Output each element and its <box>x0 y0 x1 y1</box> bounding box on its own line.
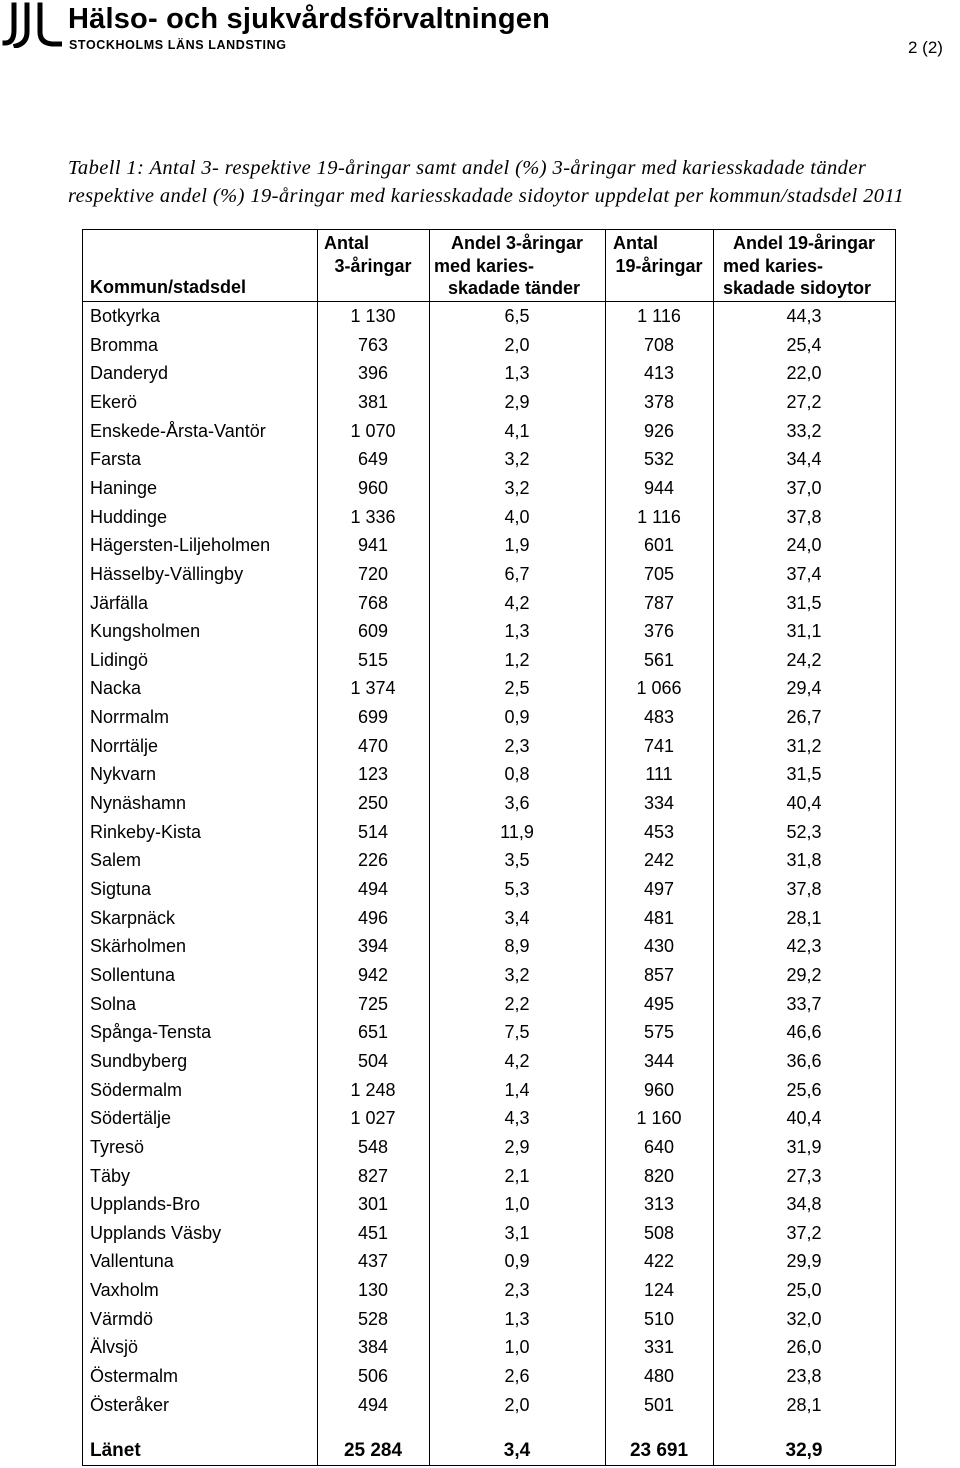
total-andel-3: 3,4 <box>503 1440 531 1461</box>
andel-19-aringar-cell: 25,0 <box>786 1280 822 1301</box>
kommun-name-cell: Skärholmen <box>90 936 187 957</box>
kommun-name-cell: Ekerö <box>90 391 138 412</box>
antal-19-aringar-cell: 1 116 <box>637 306 681 326</box>
kommun-name-cell: Hägersten-Liljeholmen <box>90 535 271 556</box>
header-line: 3-åringar <box>334 255 412 276</box>
table-row <box>83 760 895 789</box>
andel-3-aringar-cell: 8,9 <box>504 936 530 957</box>
table-row <box>83 1104 895 1133</box>
antal-3-aringar-cell: 1 070 <box>350 420 396 441</box>
antal-3-aringar-cell: 504 <box>357 1050 389 1071</box>
andel-19-aringar-cell: 31,8 <box>786 850 822 871</box>
andel-3-aringar-cell: 3,4 <box>504 907 530 928</box>
table-row <box>83 674 895 703</box>
antal-19-aringar-cell: 1 160 <box>636 1108 682 1129</box>
andel-3-aringar-cell: 3,1 <box>504 1222 530 1243</box>
data-table <box>82 229 896 1466</box>
andel-19-aringar-cell: 22,0 <box>786 363 822 384</box>
kommun-name-cell: Lidingö <box>90 649 149 670</box>
kommun-name-cell: Nynäshamn <box>90 793 187 814</box>
kommun-name-cell: Norrmalm <box>90 707 169 728</box>
andel-19-aringar-cell: 37,2 <box>786 1222 822 1243</box>
table-row <box>83 589 895 618</box>
antal-19-aringar-cell: 344 <box>643 1050 675 1071</box>
antal-19-aringar-cell: 111 <box>645 764 673 785</box>
andel-3-aringar-cell: 3,6 <box>504 793 530 814</box>
andel-3-aringar-cell: 6,5 <box>504 306 530 326</box>
header-line: Andel 19-åringar <box>732 233 876 253</box>
header-line: Antal <box>324 233 369 253</box>
kommun-name-cell: Norrtälje <box>90 735 159 756</box>
table-row <box>83 1391 895 1420</box>
antal-3-aringar-cell: 609 <box>357 621 389 642</box>
antal-19-aringar-cell: 857 <box>643 964 675 985</box>
andel-3-aringar-cell: 0,9 <box>504 707 530 728</box>
antal-3-aringar-cell: 250 <box>357 793 389 814</box>
table-row <box>83 1076 895 1105</box>
total-label: Länet <box>90 1440 141 1461</box>
antal-19-aringar-cell: 601 <box>643 535 675 556</box>
antal-3-aringar-cell: 437 <box>357 1251 389 1272</box>
header-line: med karies- <box>723 255 824 276</box>
andel-3-aringar-cell: 3,5 <box>504 850 530 871</box>
antal-3-aringar-cell: 1 248 <box>350 1079 396 1100</box>
organization-subtitle: STOCKHOLMS LÄNS LANDSTING <box>69 38 287 52</box>
antal-19-aringar-cell: 820 <box>643 1165 675 1186</box>
andel-3-aringar-cell: 5,3 <box>504 879 530 899</box>
antal-3-aringar-cell: 699 <box>357 707 389 728</box>
andel-19-aringar-cell: 31,9 <box>786 1136 822 1157</box>
andel-3-aringar-cell: 3,2 <box>504 477 530 498</box>
table-row <box>83 1333 895 1362</box>
andel-19-aringar-cell: 31,2 <box>786 735 822 756</box>
table-row <box>83 302 895 331</box>
andel-3-aringar-cell: 2,0 <box>504 334 530 355</box>
andel-19-aringar-cell: 33,7 <box>786 993 822 1014</box>
antal-19-aringar-cell: 741 <box>643 735 675 756</box>
andel-3-aringar-cell: 1,3 <box>504 1308 530 1329</box>
antal-19-aringar-cell: 242 <box>643 850 675 871</box>
table-row <box>83 445 895 474</box>
antal-3-aringar-cell: 226 <box>357 850 389 871</box>
kommun-name-cell: Sundbyberg <box>90 1050 188 1071</box>
antal-19-aringar-cell: 1 066 <box>636 678 682 699</box>
table-row <box>83 732 895 761</box>
antal-19-aringar-cell: 124 <box>643 1280 675 1301</box>
antal-3-aringar-cell: 1 130 <box>350 306 396 326</box>
andel-3-aringar-cell: 1,4 <box>504 1079 530 1100</box>
header-line: Andel 3-åringar <box>450 233 584 253</box>
kommun-name-cell: Enskede-Årsta-Vantör <box>90 420 266 441</box>
antal-19-aringar-cell: 497 <box>643 879 675 899</box>
antal-3-aringar-cell: 941 <box>357 535 389 556</box>
antal-19-aringar-cell: 331 <box>643 1337 675 1358</box>
kommun-name-cell: Östermalm <box>90 1366 179 1387</box>
andel-3-aringar-cell: 4,1 <box>504 420 530 441</box>
antal-19-aringar-cell: 495 <box>643 993 675 1014</box>
andel-19-aringar-cell: 26,7 <box>786 707 822 728</box>
total-antal-19: 23 691 <box>629 1440 689 1461</box>
header-kommun-label: Kommun/stadsdel <box>90 277 247 297</box>
antal-3-aringar-cell: 451 <box>357 1222 389 1243</box>
total-antal-3: 25 284 <box>343 1440 403 1461</box>
antal-19-aringar-cell: 510 <box>643 1308 675 1329</box>
table-row <box>83 331 895 360</box>
andel-19-aringar-cell: 36,6 <box>786 1050 822 1071</box>
kommun-name-cell: Tyresö <box>90 1136 145 1157</box>
antal-3-aringar-cell: 1 027 <box>350 1108 396 1129</box>
andel-3-aringar-cell: 4,0 <box>504 506 530 527</box>
header-antal-19 <box>605 232 713 277</box>
antal-19-aringar-cell: 481 <box>643 907 675 928</box>
andel-19-aringar-cell: 37,0 <box>786 477 822 498</box>
andel-19-aringar-cell: 29,9 <box>786 1251 822 1272</box>
header-andel-3 <box>429 232 605 300</box>
antal-19-aringar-cell: 501 <box>643 1394 675 1415</box>
andel-19-aringar-cell: 34,4 <box>786 449 822 470</box>
table-row <box>83 1276 895 1305</box>
table-row <box>83 875 895 904</box>
andel-3-aringar-cell: 2,9 <box>504 391 530 412</box>
andel-3-aringar-cell: 0,8 <box>504 764 530 785</box>
andel-3-aringar-cell: 6,7 <box>504 563 530 584</box>
antal-19-aringar-cell: 313 <box>643 1194 675 1215</box>
table-row <box>83 789 895 818</box>
table-row <box>83 990 895 1019</box>
antal-19-aringar-cell: 1 116 <box>637 506 681 527</box>
antal-19-aringar-cell: 453 <box>643 821 675 842</box>
kommun-name-cell: Danderyd <box>90 363 169 384</box>
antal-3-aringar-cell: 496 <box>357 907 389 928</box>
antal-19-aringar-cell: 640 <box>643 1136 675 1157</box>
andel-3-aringar-cell: 7,5 <box>504 1022 530 1043</box>
andel-19-aringar-cell: 28,1 <box>786 907 822 928</box>
antal-3-aringar-cell: 720 <box>357 563 389 584</box>
antal-3-aringar-cell: 514 <box>357 821 389 842</box>
antal-3-aringar-cell: 130 <box>357 1280 389 1301</box>
kommun-name-cell: Solna <box>90 993 137 1014</box>
antal-19-aringar-cell: 430 <box>643 936 675 957</box>
table-row <box>83 904 895 933</box>
antal-19-aringar-cell: 422 <box>643 1251 675 1272</box>
antal-19-aringar-cell: 508 <box>643 1222 675 1243</box>
kommun-name-cell: Älvsjö <box>90 1337 139 1358</box>
andel-19-aringar-cell: 40,4 <box>786 793 822 814</box>
header-kommun <box>90 276 310 299</box>
header-line: med karies- <box>434 255 535 276</box>
antal-19-aringar-cell: 575 <box>643 1022 675 1043</box>
header-line: skadade sidoytor <box>723 278 872 298</box>
andel-19-aringar-cell: 24,0 <box>786 535 822 556</box>
table-row <box>83 818 895 847</box>
antal-3-aringar-cell: 494 <box>357 879 389 899</box>
header-andel-19 <box>713 232 895 300</box>
andel-19-aringar-cell: 33,2 <box>786 420 822 441</box>
total-andel-19: 32,9 <box>785 1440 823 1461</box>
andel-19-aringar-cell: 31,5 <box>786 764 822 785</box>
table-row <box>83 703 895 732</box>
antal-19-aringar-cell: 483 <box>643 707 675 728</box>
andel-19-aringar-cell: 37,4 <box>786 563 822 584</box>
header-antal-3 <box>317 232 429 277</box>
antal-3-aringar-cell: 1 374 <box>350 678 396 699</box>
kommun-name-cell: Södertälje <box>90 1108 172 1129</box>
andel-19-aringar-cell: 44,3 <box>786 306 822 326</box>
andel-3-aringar-cell: 3,2 <box>504 449 530 470</box>
andel-19-aringar-cell: 34,8 <box>786 1194 822 1215</box>
table-row <box>83 531 895 560</box>
table-caption: Tabell 1: Antal 3- respektive 19-åringar samt andel (%) 3-åringar med kariesskadade tänder respektive andel (%) 19-åringar med kariesskadade sidoytor uppdelat per kommun/stadsdel 2011 <box>68 157 905 207</box>
andel-3-aringar-cell: 11,9 <box>500 821 534 842</box>
antal-19-aringar-cell: 376 <box>643 621 675 642</box>
andel-19-aringar-cell: 25,6 <box>786 1079 822 1100</box>
andel-3-aringar-cell: 4,3 <box>504 1108 530 1129</box>
andel-19-aringar-cell: 28,1 <box>786 1394 822 1415</box>
kommun-name-cell: Södermalm <box>90 1079 183 1100</box>
antal-19-aringar-cell: 960 <box>643 1079 675 1100</box>
andel-3-aringar-cell: 1,0 <box>504 1194 530 1215</box>
antal-19-aringar-cell: 708 <box>643 334 675 355</box>
kommun-name-cell: Värmdö <box>90 1308 154 1329</box>
kommun-name-cell: Sollentuna <box>90 964 176 985</box>
antal-3-aringar-cell: 384 <box>357 1337 389 1358</box>
table-row <box>83 388 895 417</box>
andel-19-aringar-cell: 31,5 <box>786 592 822 613</box>
antal-3-aringar-cell: 470 <box>357 735 389 756</box>
kommun-name-cell: Nacka <box>90 678 142 699</box>
andel-19-aringar-cell: 37,8 <box>786 879 822 899</box>
andel-3-aringar-cell: 2,3 <box>504 735 530 756</box>
header-line: skadade tänder <box>448 278 581 298</box>
andel-3-aringar-cell: 2,9 <box>504 1136 530 1157</box>
table-total-row <box>83 1437 895 1466</box>
antal-3-aringar-cell: 827 <box>357 1165 389 1186</box>
kommun-name-cell: Haninge <box>90 477 158 498</box>
kommun-name-cell: Farsta <box>90 449 142 470</box>
andel-3-aringar-cell: 2,3 <box>504 1280 530 1301</box>
antal-3-aringar-cell: 381 <box>357 391 389 412</box>
table-row <box>83 932 895 961</box>
table-row <box>83 359 895 388</box>
andel-3-aringar-cell: 4,2 <box>504 1050 530 1071</box>
andel-19-aringar-cell: 52,3 <box>786 821 822 842</box>
antal-19-aringar-cell: 378 <box>643 391 675 412</box>
table-row <box>83 846 895 875</box>
andel-19-aringar-cell: 27,3 <box>786 1165 822 1186</box>
table-row <box>83 617 895 646</box>
andel-3-aringar-cell: 1,9 <box>504 535 530 556</box>
andel-3-aringar-cell: 2,5 <box>504 678 530 699</box>
table-row <box>83 417 895 446</box>
andel-19-aringar-cell: 29,4 <box>786 678 822 699</box>
table-row <box>83 1190 895 1219</box>
table-row <box>83 1162 895 1191</box>
antal-19-aringar-cell: 334 <box>643 793 675 814</box>
table-row <box>83 1247 895 1276</box>
table-row <box>83 474 895 503</box>
antal-3-aringar-cell: 651 <box>357 1022 389 1043</box>
antal-3-aringar-cell: 494 <box>357 1394 389 1415</box>
organization-name: Hälso- och sjukvårdsförvaltningen <box>68 3 550 35</box>
antal-3-aringar-cell: 394 <box>357 936 389 957</box>
header-line: Antal <box>613 233 658 253</box>
andel-19-aringar-cell: 31,1 <box>786 621 822 642</box>
kommun-name-cell: Bromma <box>90 334 159 355</box>
antal-3-aringar-cell: 548 <box>357 1136 389 1157</box>
andel-19-aringar-cell: 24,2 <box>786 649 822 670</box>
kommun-name-cell: Upplands-Bro <box>90 1194 201 1215</box>
andel-3-aringar-cell: 2,6 <box>504 1366 530 1387</box>
antal-3-aringar-cell: 528 <box>357 1308 389 1329</box>
antal-3-aringar-cell: 763 <box>357 334 389 355</box>
table-row <box>83 1018 895 1047</box>
kommun-name-cell: Hässelby-Vällingby <box>90 563 244 584</box>
kommun-name-cell: Nykvarn <box>90 764 157 785</box>
antal-3-aringar-cell: 942 <box>357 964 389 985</box>
antal-3-aringar-cell: 1 336 <box>350 506 396 527</box>
andel-3-aringar-cell: 1,3 <box>504 621 530 642</box>
andel-3-aringar-cell: 1,2 <box>504 649 530 670</box>
andel-19-aringar-cell: 25,4 <box>786 334 822 355</box>
table-row <box>83 1305 895 1334</box>
andel-3-aringar-cell: 2,0 <box>504 1394 530 1415</box>
andel-3-aringar-cell: 1,3 <box>504 363 530 384</box>
andel-19-aringar-cell: 46,6 <box>786 1022 822 1043</box>
antal-3-aringar-cell: 396 <box>357 363 389 384</box>
andel-3-aringar-cell: 0,9 <box>504 1251 530 1272</box>
kommun-name-cell: Spånga-Tensta <box>90 1022 212 1043</box>
andel-19-aringar-cell: 27,2 <box>786 391 822 412</box>
antal-3-aringar-cell: 768 <box>357 592 389 613</box>
table-row <box>83 646 895 675</box>
antal-3-aringar-cell: 725 <box>357 993 389 1014</box>
kommun-name-cell: Rinkeby-Kista <box>90 821 202 842</box>
kommun-name-cell: Vallentuna <box>90 1251 174 1272</box>
table-row <box>83 961 895 990</box>
antal-19-aringar-cell: 705 <box>643 563 675 584</box>
andel-19-aringar-cell: 32,0 <box>786 1308 822 1329</box>
antal-3-aringar-cell: 649 <box>357 449 389 470</box>
andel-3-aringar-cell: 2,1 <box>504 1165 530 1186</box>
andel-19-aringar-cell: 42,3 <box>786 936 822 957</box>
antal-19-aringar-cell: 926 <box>643 420 675 441</box>
header-line: 19-åringar <box>615 255 703 276</box>
table-row <box>83 1219 895 1248</box>
antal-19-aringar-cell: 561 <box>643 649 675 670</box>
antal-19-aringar-cell: 413 <box>643 363 675 384</box>
andel-3-aringar-cell: 4,2 <box>504 592 530 613</box>
kommun-name-cell: Vaxholm <box>90 1280 159 1301</box>
kommun-name-cell: Huddinge <box>90 506 168 527</box>
andel-19-aringar-cell: 37,8 <box>786 506 822 527</box>
page-number: 2 (2) <box>908 38 943 57</box>
andel-19-aringar-cell: 40,4 <box>786 1108 822 1129</box>
kommun-name-cell: Täby <box>90 1165 131 1186</box>
kommun-name-cell: Österåker <box>90 1394 170 1415</box>
table-row <box>83 503 895 532</box>
andel-3-aringar-cell: 2,2 <box>504 993 530 1014</box>
table-row <box>83 1362 895 1391</box>
antal-3-aringar-cell: 301 <box>357 1194 389 1215</box>
antal-3-aringar-cell: 123 <box>357 764 389 785</box>
antal-19-aringar-cell: 787 <box>643 592 675 613</box>
andel-19-aringar-cell: 29,2 <box>786 964 822 985</box>
andel-19-aringar-cell: 23,8 <box>786 1366 822 1387</box>
antal-19-aringar-cell: 480 <box>643 1366 675 1387</box>
andel-19-aringar-cell: 26,0 <box>786 1337 822 1358</box>
kommun-name-cell: Botkyrka <box>90 306 161 326</box>
table-row <box>83 1133 895 1162</box>
kommun-name-cell: Salem <box>90 850 142 871</box>
landsting-logo-icon <box>2 2 62 48</box>
antal-3-aringar-cell: 515 <box>357 649 389 670</box>
andel-3-aringar-cell: 3,2 <box>504 964 530 985</box>
andel-3-aringar-cell: 1,0 <box>504 1337 530 1358</box>
antal-19-aringar-cell: 944 <box>643 477 675 498</box>
kommun-name-cell: Skarpnäck <box>90 907 176 928</box>
kommun-name-cell: Upplands Väsby <box>90 1222 222 1243</box>
table-row <box>83 560 895 589</box>
antal-3-aringar-cell: 960 <box>357 477 389 498</box>
kommun-name-cell: Järfälla <box>90 592 149 613</box>
antal-3-aringar-cell: 506 <box>357 1366 389 1387</box>
kommun-name-cell: Sigtuna <box>90 879 152 899</box>
antal-19-aringar-cell: 532 <box>643 449 675 470</box>
table-row <box>83 1047 895 1076</box>
kommun-name-cell: Kungsholmen <box>90 621 201 642</box>
